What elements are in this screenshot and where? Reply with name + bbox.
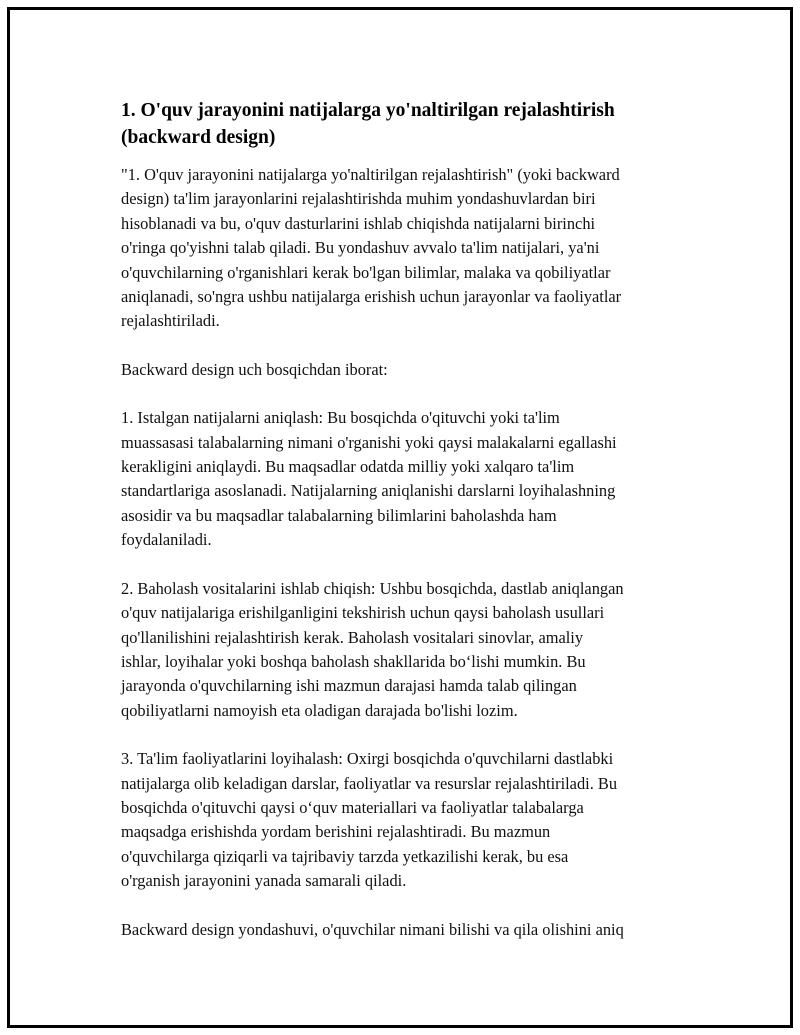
text-line: bosqichda o'qituvchi qaysi o‘quv materiallari va faoliyatlar talabalarga — [121, 797, 584, 817]
section-heading — [121, 97, 696, 151]
text-line: o'quv natijalariga erishilganligini tekshirish uchun qaysi baholash usullari — [121, 603, 605, 623]
text-line: hisoblanadi va bu, o'quv dasturlarini ishlab chiqishda natijalarni birinchi — [121, 213, 596, 233]
text-line: kerakligini aniqlaydi. Bu maqsadlar odatda milliy yoki xalqaro ta'lim — [121, 457, 575, 477]
text-line: o'rganish jarayonini yanada samarali qiladi. — [121, 871, 407, 891]
text-line: qobiliyatlarni namoyish eta oladigan darajada bo'lishi lozim. — [121, 700, 518, 720]
text-line: 1. Istalgan natijalarni aniqlash: Bu bosqichda o'qituvchi yoki ta'lim — [121, 408, 560, 428]
stage-2-paragraph — [121, 577, 696, 723]
document-body — [121, 97, 696, 966]
text-line: qo'llanilishini rejalashtirish kerak. Baholash vositalari sinovlar, amaliy — [121, 627, 584, 647]
text-line: o'quvchilarning o'rganishlari kerak bo'lgan bilimlar, malaka va qobiliyatlar — [121, 262, 611, 282]
text-line: muassasasi talabalarning nimani o'rganishi yoki qaysi malakalarni egallashi — [121, 432, 617, 452]
intro-paragraph — [121, 163, 696, 334]
heading-line: 1. O'quv jarayonini natijalarga yo'naltirilgan rejalashtirish — [121, 100, 615, 121]
text-line: maqsadga erishishda yordam berishini rejalashtiradi. Bu mazmun — [121, 822, 551, 842]
text-line: standartlariga asoslanadi. Natijalarning aniqlanishi darslarni loyihalashning — [121, 481, 616, 501]
text-line: "1. O'quv jarayonini natijalarga yo'naltirilgan rejalashtirish" (yoki backward — [121, 165, 620, 184]
text-line: 2. Baholash vositalarini ishlab chiqish: Ushbu bosqichda, dastlab aniqlangan — [121, 578, 624, 598]
heading-line: (backward design) — [121, 127, 276, 148]
text-line: aniqlanadi, so'ngra ushbu natijalarga erishish uchun jarayonlar va faoliyatlar — [121, 287, 622, 307]
text-line: natijalarga olib keladigan darslar, faoliyatlar va resurslar rejalashtiriladi. Bu — [121, 773, 618, 793]
closing-paragraph — [121, 918, 696, 942]
stage-1-paragraph — [121, 406, 696, 552]
text-line: design) ta'lim jarayonlarini rejalashtirishda muhim yondashuvlardan biri — [121, 189, 596, 209]
text-line: o'ringa qo'yishni talab qiladi. Bu yondashuv avvalo ta'lim natijalari, ya'ni — [121, 238, 600, 258]
text-line: Backward design yondashuvi, o'quvchilar nimani bilishi va qila olishini aniq — [121, 919, 624, 939]
stage-3-paragraph — [121, 747, 696, 893]
page-frame — [7, 7, 793, 1028]
stages-intro-paragraph — [121, 358, 696, 382]
text-line: ishlar, loyihalar yoki boshqa baholash shakllarida bo‘lishi mumkin. Bu — [121, 651, 586, 671]
text-line: jarayonda o'quvchilarning ishi mazmun darajasi hamda talab qilingan — [121, 676, 577, 696]
text-line: rejalashtiriladi. — [121, 311, 220, 331]
text-line: foydalaniladi. — [121, 530, 212, 550]
text-line: asosidir va bu maqsadlar talabalarning bilimlarini baholashda ham — [121, 505, 557, 525]
text-line: Backward design uch bosqichdan iborat: — [121, 359, 388, 379]
text-line: o'quvchilarga qiziqarli va tajribaviy tarzda yetkazilishi kerak, bu esa — [121, 846, 569, 866]
text-line: 3. Ta'lim faoliyatlarini loyihalash: Oxirgi bosqichda o'quvchilarni dastlabki — [121, 749, 614, 769]
